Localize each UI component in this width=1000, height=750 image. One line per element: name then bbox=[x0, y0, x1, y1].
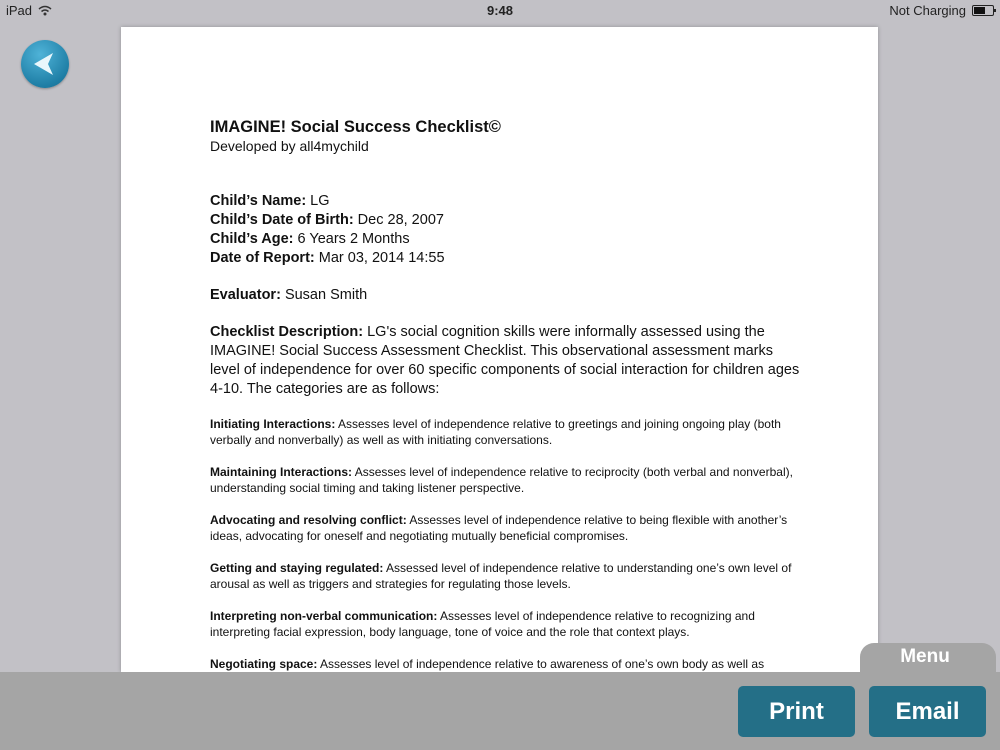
field-value: Mar 03, 2014 14:55 bbox=[314, 250, 445, 266]
child-dob-field bbox=[210, 211, 800, 230]
field-label: Date of Report: bbox=[210, 250, 315, 266]
category-name: Advocating and resolving conflict: bbox=[210, 513, 407, 527]
menu-label[interactable]: Menu bbox=[900, 646, 950, 667]
category-name: Initiating Interactions: bbox=[210, 417, 336, 431]
battery-icon bbox=[972, 5, 994, 16]
field-label: Evaluator: bbox=[210, 287, 281, 303]
report-document[interactable] bbox=[121, 27, 878, 672]
field-value: Dec 28, 2007 bbox=[353, 212, 444, 228]
back-arrow-icon bbox=[21, 40, 69, 88]
description-text: LG's social cognition skills were informally assessed using the IMAGINE! Social Success Assessment Checklist. This observational assessment marks level of independence for over 60 specific components of social interaction for children ages 4-10. The categories are as follows: bbox=[210, 324, 800, 397]
category-item bbox=[210, 608, 800, 640]
evaluator-field bbox=[210, 286, 800, 305]
report-date-field bbox=[210, 249, 800, 268]
category-text: Assesses level of independence relative to recognizing and interpreting facial expression, body language, tone of voice and the role that context plays. bbox=[210, 609, 755, 639]
field-value: Susan Smith bbox=[280, 287, 368, 303]
child-age-field bbox=[210, 230, 800, 249]
field-label: Child’s Date of Birth: bbox=[210, 212, 354, 228]
device-name: iPad bbox=[6, 3, 33, 18]
category-item bbox=[210, 656, 800, 672]
battery-status: Not Charging bbox=[889, 3, 966, 18]
category-name: Maintaining Interactions: bbox=[210, 465, 353, 479]
category-item bbox=[210, 464, 800, 496]
category-text: Assesses level of independence relative to being flexible with another’s ideas, advocating for oneself and negotiating mutually beneficial compromises. bbox=[210, 513, 788, 543]
child-name-field bbox=[210, 192, 800, 211]
report-title: IMAGINE! Social Success Checklist© bbox=[210, 118, 501, 136]
category-item bbox=[210, 560, 800, 592]
print-button[interactable]: Print bbox=[738, 686, 855, 737]
description-label: Checklist Description: bbox=[210, 324, 364, 340]
field-label: Child’s Age: bbox=[210, 231, 294, 247]
checklist-description bbox=[210, 323, 800, 399]
status-time: 9:48 bbox=[486, 3, 514, 18]
category-item bbox=[210, 416, 800, 448]
report-subtitle: Developed by all4mychild bbox=[210, 138, 369, 154]
category-text: Assesses level of independence relative to reciprocity (both verbal and nonverbal), understanding social timing and taking listener perspective. bbox=[210, 465, 793, 495]
category-name: Interpreting non-verbal communication: bbox=[210, 609, 438, 623]
category-name: Negotiating space: bbox=[210, 657, 318, 671]
back-button[interactable] bbox=[21, 40, 69, 88]
status-bar bbox=[0, 0, 1000, 22]
category-text: Assessed level of independence relative to understanding one’s own level of arousal as well as triggers and strategies for regulating those levels. bbox=[210, 561, 792, 591]
category-text: Assesses level of independence relative to awareness of one’s own body as well as bbox=[317, 657, 765, 671]
field-value: 6 Years 2 Months bbox=[293, 231, 410, 247]
category-text: Assesses level of independence relative to greetings and joining ongoing play (both verbally and nonverbally) as well as with initiating conversations. bbox=[210, 417, 781, 447]
category-item bbox=[210, 512, 800, 544]
field-value: LG bbox=[306, 193, 330, 209]
field-label: Child’s Name: bbox=[210, 193, 307, 209]
category-name: Getting and staying regulated: bbox=[210, 561, 384, 575]
email-button[interactable]: Email bbox=[869, 686, 986, 737]
